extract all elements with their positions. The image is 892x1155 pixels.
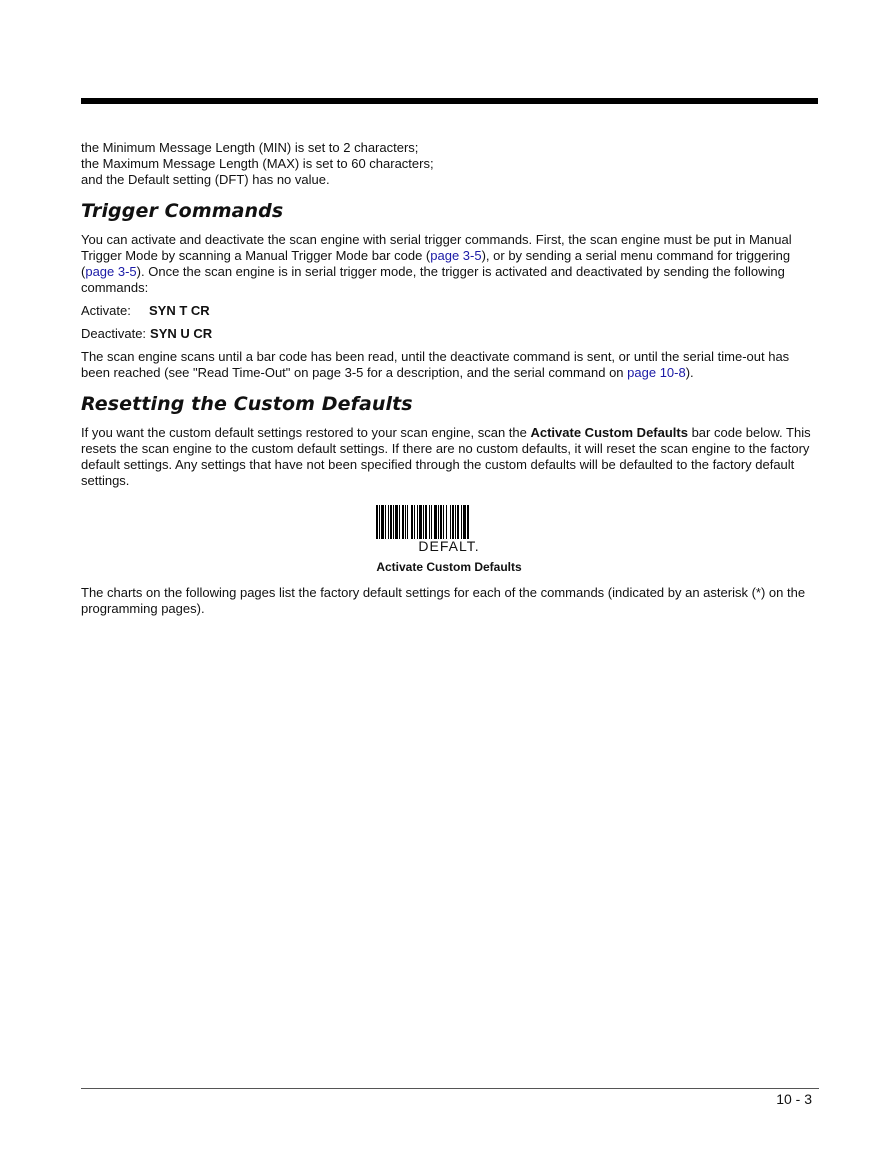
footer-rule xyxy=(81,1088,819,1089)
page-content xyxy=(81,140,817,617)
page-3-5-link-2[interactable]: page 3-5 xyxy=(85,264,137,279)
intro-line-default: and the Default setting (DFT) has no value. xyxy=(81,172,330,187)
reset-paragraph xyxy=(81,425,817,489)
timeout-text-part1: The scan engine scans until a bar code has been read, until the deactivate command is sent, or until the serial time-out has been reached (see "Read Time-Out" on page 3-5 for a description, and the serial command on xyxy=(81,349,790,380)
page-10-8-link[interactable]: page 10-8 xyxy=(627,365,686,380)
header-rule xyxy=(81,98,818,104)
trigger-text-part2: ), or by sending a serial menu command for triggering ( xyxy=(81,248,791,279)
activate-command xyxy=(81,303,817,319)
resetting-custom-defaults-heading: Resetting the Custom Defaults xyxy=(81,393,413,415)
closing-paragraph: The charts on the following pages list the factory default settings for each of the commands (indicated by an asterisk (*) on the programming pages). xyxy=(81,585,806,616)
deactivate-command xyxy=(81,326,817,342)
reset-text-bold: Activate Custom Defaults xyxy=(530,425,688,440)
intro-line-min: the Minimum Message Length (MIN) is set to 2 characters; xyxy=(81,140,419,155)
barcode-caption: Activate Custom Defaults xyxy=(376,560,522,574)
activate-custom-defaults-barcode xyxy=(81,505,817,575)
intro-line-max: the Maximum Message Length (MAX) is set to 60 characters; xyxy=(81,156,434,171)
timeout-text-part2: ). xyxy=(685,365,694,380)
barcode-text: DEFALT. xyxy=(418,538,480,554)
activate-label: Activate: xyxy=(81,303,131,318)
deactivate-label: Deactivate: xyxy=(81,326,147,341)
deactivate-code: SYN U CR xyxy=(150,326,213,341)
scan-timeout-paragraph xyxy=(81,349,817,381)
trigger-text-part3: ). Once the scan engine is in serial trigger mode, the trigger is activated and deactivated by sending the following commands: xyxy=(81,264,785,295)
page-number: 10 - 3 xyxy=(776,1091,812,1107)
trigger-commands-heading: Trigger Commands xyxy=(81,200,284,222)
trigger-text-part1: You can activate and deactivate the scan engine with serial trigger commands. First, the scan engine must be put in Manual Trigger Mode by scanning a Manual Trigger Mode bar code ( xyxy=(81,232,792,263)
activate-code: SYN T CR xyxy=(149,303,210,318)
barcode-icon xyxy=(375,505,523,539)
intro-text xyxy=(81,140,817,188)
reset-text-part1: If you want the custom default settings restored to your scan engine, scan the xyxy=(81,425,531,440)
page-3-5-link-1[interactable]: page 3-5 xyxy=(430,248,482,263)
reset-text-part2: bar code below. This resets the scan engine to the custom default settings. If there are no custom defaults, it will reset the scan engine to the factory default settings. Any settings that have not been specified through the custom defaults will be defaulted to the factory default settings. xyxy=(81,425,811,488)
trigger-paragraph xyxy=(81,232,817,296)
